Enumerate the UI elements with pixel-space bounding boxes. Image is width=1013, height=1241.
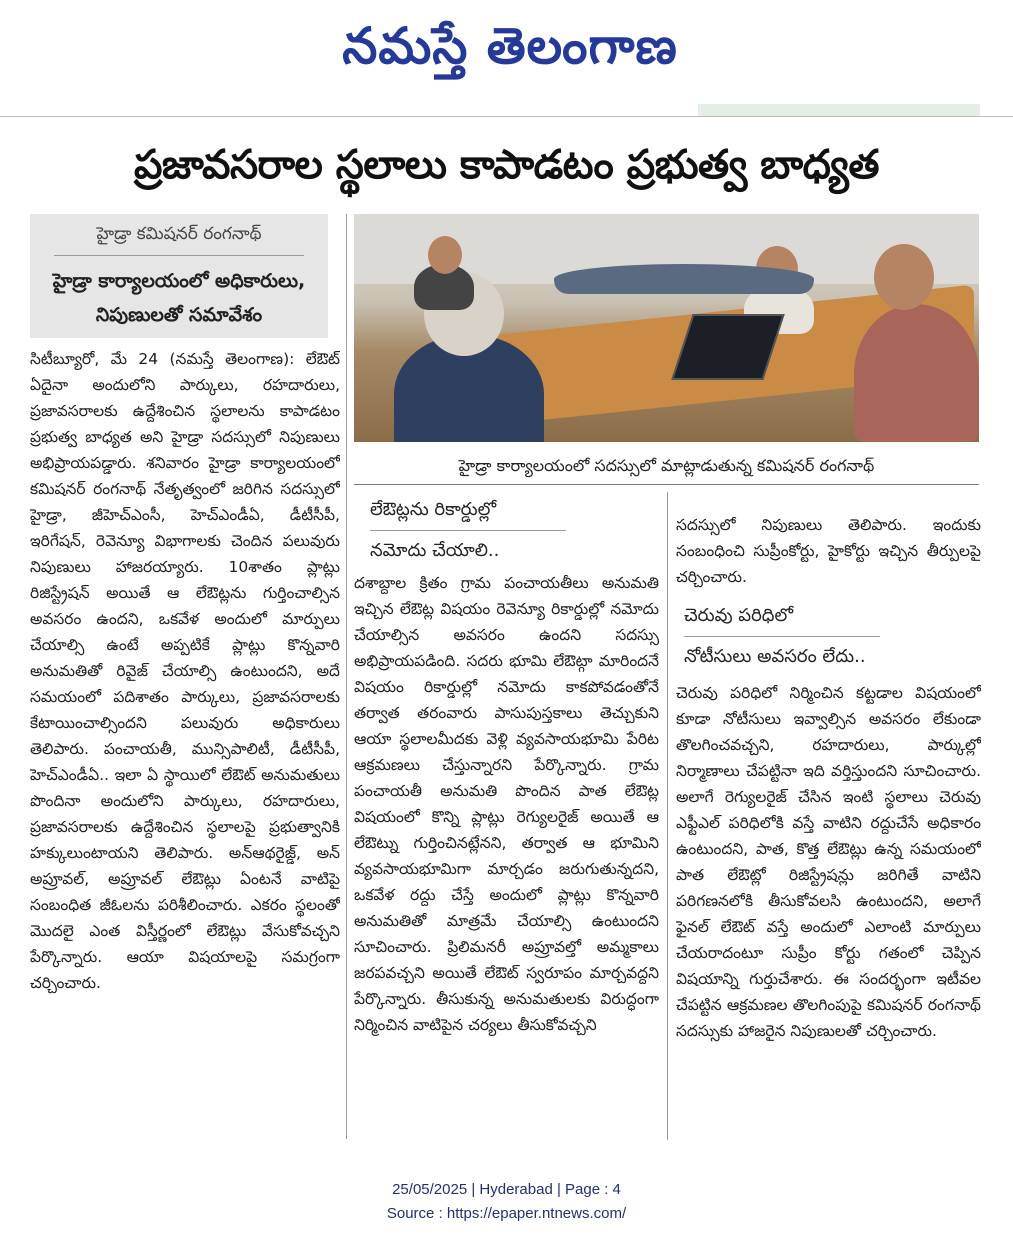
subhead-meeting: హైడ్రా కార్యాలయంలో అధికారులు, నిపుణులతో సమావేశం — [52, 270, 306, 326]
footer-date-page: 25/05/2025 | Hyderabad | Page : 4 — [392, 1181, 621, 1198]
section-head-lakes — [684, 596, 984, 676]
photo-people-back-row — [554, 264, 814, 294]
column-3-top-text: సదస్సులో నిపుణులు తెలిపారు. ఇందుకు సంబంధించి సుప్రీంకోర్టు, హైకోర్టు ఇచ్చిన తీర్పులపై చర్చించారు. — [676, 516, 981, 586]
column-divider-1 — [346, 214, 347, 1139]
section-head-lakes-line1: చెరువు పరిధిలో — [684, 605, 793, 626]
section-head-lakes-line2: నోటీసులు అవసరం లేదు.. — [684, 646, 866, 667]
masthead-divider — [0, 116, 1013, 117]
masthead-stripe — [698, 104, 980, 116]
article-column-2 — [354, 570, 659, 1140]
section-head-layouts-line2: నమోదు చేయాలి.. — [370, 540, 500, 561]
subhead-box — [30, 214, 328, 338]
article-column-3-bottom — [676, 680, 981, 1140]
column-1-text: సిటీబ్యూరో, మే 24 (నమస్తే తెలంగాణ): లేఔట్ ఏదైనా అందులోని పార్కులు, రహదారులు, ప్రజావసరాలకు ఉద్దేశించిన స్థలాలను కాపాడటం ప్రభుత్వ బాధ్యత అని హైడ్రా సదస్సులో నిపుణులు అభిప్రాయపడ్డారు. శనివారం హైడ్రా కార్యాలయంలో కమిషనర్ రంగనాథ్ నేతృత్వంలో జరిగిన సదస్సులో హైడ్రా, జీహెచ్ఎంసీ, హెచ్ఎండీఏ, డీటీసీపీ, ఇరిగేషన్, రెవెన్యూ విభాగాలకు చెందిన పలువురు నిపుణులు హాజరయ్యారు. 10శాతం ప్లాట్లు రిజిస్ట్రేషన్ అయితే ఆ లేఔట్లను గుర్తించాల్సిన అవసరం ఉందని, ఒకవేళ అందులో మార్పులు చేయాల్సి ఉంటే అప్పటికే ప్లాట్లు కొన్నవారి అనుమతితో రివైజ్ చేయాల్సి ఉంటుందని, అదే సమయంలో పదిశాతం పార్కులు, ప్రజావసరాలకు కేటాయించాల్సిందని పలువురు అధికారులు తెలిపారు. పంచాయతీ, మున్సిపాలిటీ, డీటీసీపీ, హెచ్ఎండీఏ.. ఇలా ఏ స్థాయిలో లేఔట్ అనుమతులు పొందినా అందులోని పార్కులు, రహదారులు, ప్రజావసరాలకు ఉద్దేశించిన స్థలాలపై ప్రభుత్వానికి హక్కులుంటాయని తెలిపారు. అన్ఆథరైజ్డ్, అన్ అప్రూవల్, అప్రూవల్ లేఔట్లు ఏంటనే వాటిపై సంబంధిత జీఓలను పరిశీలించారు. ఎకరం స్థలంతో మొదలై ఎంత విస్తీర్ణంలో లేఔట్లు వేసుకోవచ్చని పేర్కొన్నారు. ఆయా విషయాలపై సమగ్రంగా చర్చించారు. — [30, 350, 340, 992]
photo-person-right — [854, 304, 979, 442]
photo-head-right — [874, 244, 934, 310]
photo-caption: హైడ్రా కార్యాలయంలో సదస్సులో మాట్లాడుతున్న కమిషనర్ రంగనాథ్ — [354, 448, 979, 485]
page-footer — [0, 1178, 1013, 1226]
masthead — [0, 0, 1013, 110]
article-column-3-top — [676, 512, 981, 592]
masthead-logo: నమస్తే తెలంగాణ — [342, 16, 678, 75]
photo-head-back-left — [428, 236, 462, 274]
article-headline: ప్రజావసరాల స్థలాలు కాపాడటం ప్రభుత్వ బాధ్యత — [133, 142, 879, 188]
section-head-layouts — [370, 490, 660, 570]
section-head-layouts-line1: లేఔట్లను రికార్డుల్లో — [370, 499, 497, 520]
column-2-text: దశాబ్దాల క్రితం గ్రామ పంచాయతీలు అనుమతి ఇచ్చిన లేఔట్ల విషయం రెవెన్యూ రికార్డుల్లో నమోదు చేయాల్సిన అవసరం ఉందని సదస్సు అభిప్రాయపడింది. సదరు భూమి లేఔట్గా మారిందనే విషయం రికార్డుల్లో నమోదు కాకపోవడంతోనే తర్వాత తరంవారు పాసుపుస్తకాలు తెచ్చుకుని ఆయా స్థలాలమీదకు వెళ్లి వ్యవసాయభూమి పేరిట ఆక్రమణలు చేస్తున్నారని పేర్కొన్నారు. గ్రామ పంచాయతీ అనుమతి పొందిన పాత లేఔట్ల విషయంలో కొన్ని ప్లాట్లు రెగ్యులరైజ్ అయితే ఆ లేఔట్ను గుర్తించినట్లేనని, తర్వాత ఆ భూమిని వ్యవసాయభూమిగా మార్చడం జరుగుతున్నదని, ఒకవేళ రద్దు చేస్తే అందులో ప్లాట్లు కొన్నవారి అనుమతితో మాత్రమే చేయాల్సి ఉంటుందని సూచించారు. ప్రిలిమనరీ అప్రూవల్తో అమ్మకాలు జరపవచ్చని అయితే లేఔట్ స్వరూపం మార్చవద్దని పేర్కొన్నారు. తీసుకున్న అనుమతులకు విరుద్ధంగా నిర్మించిన వాటిపైన చర్యలు తీసుకోవచ్చని — [354, 574, 659, 1034]
meeting-photo — [354, 214, 979, 442]
footer-source: Source : https://epaper.ntnews.com/ — [386, 1205, 627, 1222]
column-divider-2 — [667, 492, 668, 1140]
subhead-commissioner: హైడ్రా కమిషనర్ రంగనాథ్ — [54, 224, 304, 256]
article-column-1 — [30, 346, 340, 1136]
column-3-bottom-text: చెరువు పరిధిలో నిర్మించిన కట్టడాల విషయంలో కూడా నోటీసులు ఇవ్వాల్సిన అవసరం లేకుండా తొలగించవచ్చని, రహదారులు, పార్కుల్లో నిర్మాణాలు చేపట్టినా ఇది వర్తిస్తుందని సూచించారు. అలాగే రెగ్యులరైజ్ చేసిన ఇంటి స్థలాలు చెరువు ఎఫ్టీఎల్ పరిధిలోకి వస్తే వాటిని రద్దుచేసే అధికారం ఉంటుందని, పాత, కొత్త లేఔట్లు ఉన్న సమయంలో పాత లేఔట్లో రిజిస్ట్రేషన్లు జరిగితే వాటిని పరిగణనలోకి తీసుకోవలసి ఉంటుందని, అలాగే ఫైనల్ లేఔట్ వస్తే అందులో ఎలాంటి మార్పులు చేయరాదంటూ సుప్రీం కోర్టు గతంలో చెప్పిన విషయాన్ని గుర్తుచేశారు. ఈ సందర్భంగా ఇటీవల చేపట్టిన ఆక్రమణల తొలగింపుపై కమిషనర్ రంగనాథ్ సదస్సుకు హాజరైన నిపుణులతో చర్చించారు. — [676, 684, 981, 1040]
